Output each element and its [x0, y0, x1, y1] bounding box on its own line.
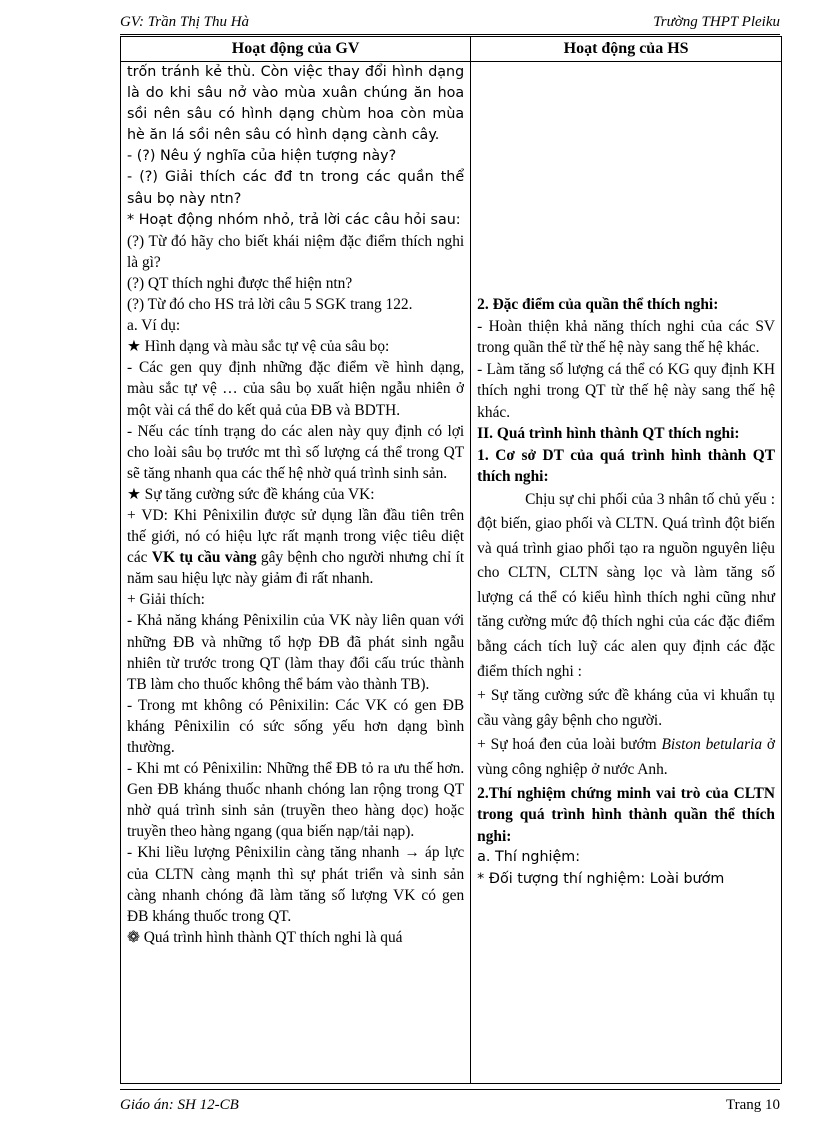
gv-question: - (?) Nêu ý nghĩa của hiện tượng này?: [127, 148, 397, 165]
hs-paragraph: [477, 733, 775, 782]
hs-paragraph: + Sự tăng cường sức đề kháng của vi khuẩn tụ cầu vàng gây bệnh cho người.: [477, 687, 775, 729]
gv-example-bold: VK tụ cầu vàng: [151, 549, 257, 567]
gv-paragraph: - Khả năng kháng Pênixilin của VK này liên quan với những ĐB và những tổ hợp ĐB đã phát sinh ngẫu nhiên từ trước trong QT (làm thay đổi cấu trúc thành TB làm cho thuốc không thể bám vào thành TB).: [127, 612, 465, 693]
species-name: Biston betularia: [661, 736, 763, 754]
gv-example: [127, 505, 464, 589]
teacher-name: GV: Trần Thị Thu Hà: [120, 14, 250, 30]
school-name: Trường THPT Pleiku: [653, 14, 780, 30]
column-header-gv: Hoạt động của GV: [121, 37, 471, 62]
header-divider: [120, 34, 780, 35]
gv-question: - (?) Giải thích các đđ tn trong các quần thể sâu bọ này ntn?: [127, 169, 465, 207]
gv-subheading: a. Ví dụ:: [127, 317, 181, 335]
gv-bullet: ★ Hình dạng và màu sắc tự vệ của sâu bọ:: [127, 338, 390, 356]
page-header: [120, 12, 780, 34]
hs-paragraph: - Hoàn thiện khả năng thích nghi của các SV trong quần thể từ thế hệ này sang thế hệ khác.: [477, 317, 775, 356]
gv-subheading: + Giải thích:: [127, 591, 205, 609]
gv-paragraph: - Nếu các tính trạng do các alen này quy định có lợi cho loài sâu bọ trước mt thì số lượng cá thể trong QT sẽ tăng nhanh qua các thế hệ nhờ quá trình sinh sản.: [127, 422, 465, 482]
column-header-hs: Hoạt động của HS: [471, 37, 782, 62]
page-number: Trang 10: [725, 1097, 780, 1113]
lesson-code: Giáo án: SH 12-CB: [120, 1097, 239, 1113]
gv-question: (?) Từ đó cho HS trả lời câu 5 SGK trang 122.: [127, 296, 413, 314]
gv-bullet: ★ Sự tăng cường sức đề kháng của VK:: [127, 485, 375, 503]
gv-paragraph: - Khi mt có Pênixilin: Những thể ĐB tỏ ra ưu thế hơn. Gen ĐB kháng thuốc nhanh chóng lan rộng trong QT nhờ quá trình sinh sản (truyền theo hàng dọc) hoặc truyền theo hàng ngang (qua biến nạp/tải nạp).: [127, 760, 465, 841]
page-footer: [120, 1089, 780, 1117]
gv-example-text: + VD: Khi Pênixilin được sử dụng lần đầu tiên trên thế giới, nó có hiệu lực rất mạnh trong việc tiêu diệt các: [127, 506, 465, 567]
table-row: [121, 62, 782, 1084]
lesson-table: [120, 36, 782, 1084]
hs-heading: 2. Đặc điểm của quần thể thích nghi:: [477, 296, 719, 313]
hs-heading: 1. Cơ sở DT của quá trình hình thành QT thích nghi:: [477, 446, 775, 485]
hs-paragraph: - Làm tăng số lượng cá thể có KG quy định KH thích nghi trong QT từ thế hệ này sang thế hệ khác.: [477, 360, 775, 421]
gv-paragraph: ❁ Quá trình hình thành QT thích nghi là quá: [127, 928, 403, 946]
gv-group-task: * Hoạt động nhóm nhỏ, trả lời các câu hỏi sau:: [127, 211, 461, 228]
gv-paragraph: - Khi liều lượng Pênixilin càng tăng nhanh → áp lực của CLTN càng mạnh thì sự phát triển và sinh sản càng nhanh chóng đã làm tăng số lượng VK có gen ĐB kháng thuốc trong QT.: [127, 844, 465, 925]
hs-paragraph: Chịu sự chi phối của 3 nhân tố chủ yếu : đột biến, giao phối và CLTN. Quá trình đột biến và quá trình giao phối tạo ra nguồn nguyên liệu cho CLTN, CLTN sàng lọc và làm tăng số lượng cá thể có kiểu hình thích nghi cũng như tăng cường mức độ thích nghi của các đặc điểm bằng cách tích luỹ các alen quy định các đặc điểm thích nghi :: [477, 490, 775, 680]
gv-paragraph: - Các gen quy định những đặc điểm về hình dạng, màu sắc tự vệ … của sâu bọ xuất hiện ngẫu nhiên ở một vài cá thể do kết quả của ĐB và BDTH.: [127, 359, 465, 419]
hs-text: ở vùng công nghiệp ở nước Anh.: [477, 736, 775, 779]
hs-text: + Sự hoá đen của loài bướm: [477, 736, 662, 754]
hs-heading: 2.Thí nghiệm chứng minh vai trò của CLTN trong quá trình hình thành quần thể thích nghi:: [477, 784, 775, 845]
gv-paragraph: - Trong mt không có Pênixilin: Các VK có gen ĐB kháng Pênixilin có sức sống yếu hơn dạng bình thường.: [127, 696, 465, 756]
hs-subheading: a. Thí nghiệm:: [477, 849, 581, 866]
hs-paragraph: * Đối tượng thí nghiệm: Loài bướm: [477, 870, 725, 887]
gv-paragraph: trốn tránh kẻ thù. Còn việc thay đổi hình dạng là do khi sâu nở vào mùa xuân chúng ăn hoa sồi nên sâu có hình dạng chùm hoa còn mùa hè ăn lá sồi nên sâu có hình dạng cành cây.: [127, 64, 465, 144]
gv-example-text: gây bệnh cho người nhưng chỉ ít năm sau hiệu lực này giảm đi rất nhanh.: [127, 549, 465, 588]
gv-activity-cell: [121, 62, 471, 1084]
hs-activity-cell: [471, 62, 782, 1084]
hs-heading: II. Quá trình hình thành QT thích nghi:: [477, 425, 740, 442]
gv-question: (?) QT thích nghi được thể hiện ntn?: [127, 274, 353, 292]
table-header-row: [121, 37, 782, 62]
gv-question: (?) Từ đó hãy cho biết khái niệm đặc điểm thích nghi là gì?: [127, 232, 465, 271]
